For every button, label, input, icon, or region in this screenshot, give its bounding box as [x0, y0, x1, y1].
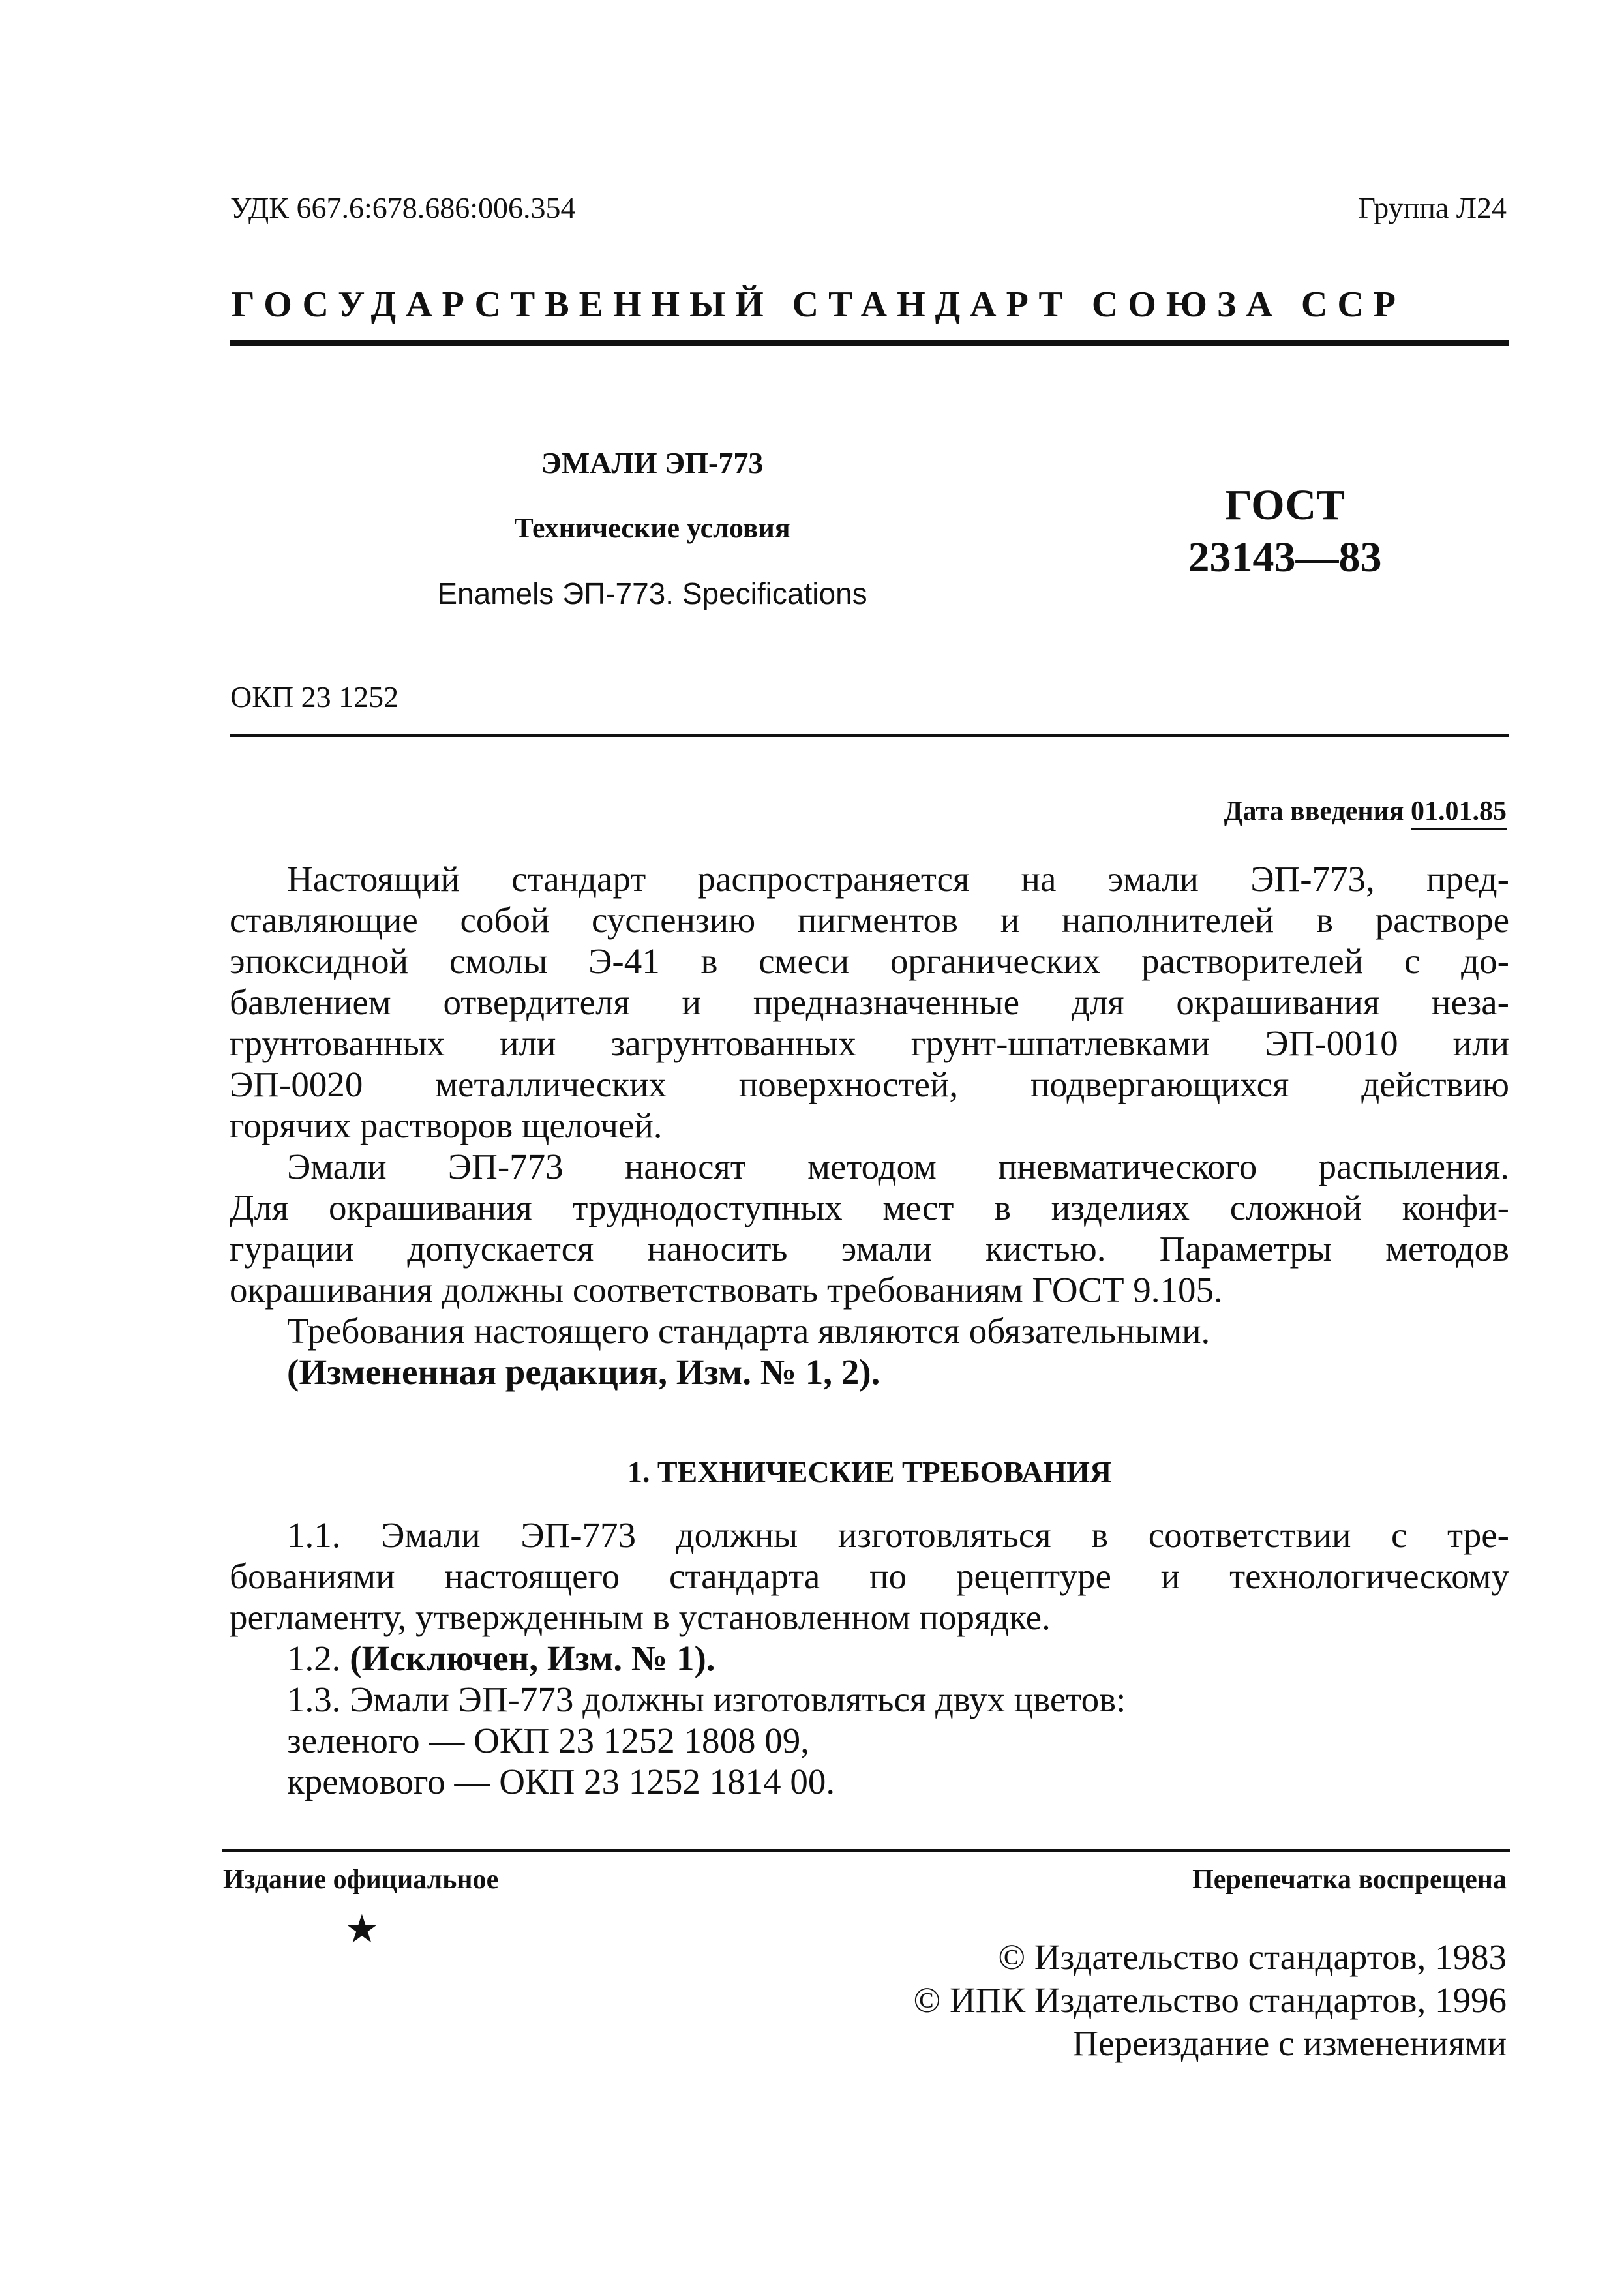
- intro-line: ставляющие собой суспензию пигментов и наполнителей в растворе: [230, 900, 1509, 940]
- intro-line: окрашивания должны соответствовать требованиям ГОСТ 9.105.: [230, 1270, 1223, 1310]
- clause-line: бованиями настоящего стандарта по рецептуре и технологическому: [230, 1556, 1509, 1596]
- clause-line: 1.3. Эмали ЭП-773 должны изготовляться двух цветов:: [287, 1679, 1126, 1719]
- intro-text: [230, 858, 1509, 1392]
- reissue-line: Переиздание с изменениями: [1072, 2023, 1507, 2063]
- intro-line: Требования настоящего стандарта являются обязательными.: [287, 1311, 1210, 1351]
- intro-line: Эмали ЭП-773 наносят методом пневматического распыления.: [287, 1147, 1509, 1186]
- star-icon: ★: [344, 1908, 380, 1951]
- copyright-line: © ИПК Издательство стандартов, 1996: [913, 1980, 1507, 2020]
- gost-block: [1141, 479, 1428, 584]
- section-heading: 1. ТЕХНИЧЕСКИЕ ТРЕБОВАНИЯ: [627, 1455, 1112, 1488]
- copyright-line: © Издательство стандартов, 1983: [998, 1937, 1507, 1977]
- okp-code: ОКП 23 1252: [230, 680, 399, 714]
- official-edition-label: Издание официальное: [223, 1865, 499, 1895]
- okp-divider: [230, 734, 1509, 737]
- intro-line: эпоксидной смолы Э-41 в смеси органических растворителей с до-: [230, 941, 1509, 981]
- english-title: Enamels ЭП-773. Specifications: [437, 577, 867, 610]
- intro-line: Настоящий стандарт распространяется на эмали ЭП-773, пред-: [287, 859, 1509, 899]
- intro-line: гурации допускается наносить эмали кистью. Параметры методов: [230, 1229, 1509, 1269]
- gost-label: ГОСТ: [1224, 481, 1346, 529]
- clause-1-2-number: 1.2.: [287, 1638, 341, 1678]
- reprint-prohibited-label: Перепечатка воспрещена: [1192, 1865, 1507, 1895]
- amendment-note: (Измененная редакция, Изм. № 1, 2).: [287, 1352, 880, 1392]
- intro-date: [1224, 796, 1507, 827]
- intro-date-value: 01.01.85: [1411, 796, 1507, 830]
- clause-1-2: [230, 1638, 1509, 1679]
- intro-line: бавлением отвердителя и предназначенные для окрашивания неза-: [230, 982, 1509, 1022]
- clause-1-2-text: (Исключен, Изм. № 1).: [350, 1638, 715, 1678]
- clause-line: 1.1. Эмали ЭП-773 должны изготовляться в соответствии с тре-: [287, 1515, 1509, 1555]
- title-block: [326, 444, 978, 613]
- intro-line: горячих растворов щелочей.: [230, 1106, 663, 1145]
- gost-number: 23143—83: [1188, 534, 1382, 581]
- state-standard-heading: ГОСУДАРСТВЕННЫЙ СТАНДАРТ СОЮЗА ССР: [232, 284, 1406, 325]
- document-subtitle: Технические условия: [514, 512, 790, 544]
- color-green: зеленого — ОКП 23 1252 1808 09,: [287, 1721, 809, 1760]
- intro-line: Для окрашивания труднодоступных мест в изделиях сложной конфи-: [230, 1188, 1509, 1227]
- group-code: Группа Л24: [1358, 191, 1507, 224]
- intro-line: ЭП-0020 металлических поверхностей, подвергающихся действию: [230, 1064, 1509, 1104]
- publisher-block: [913, 1936, 1507, 2065]
- document-title: ЭМАЛИ ЭП-773: [541, 446, 764, 479]
- intro-line: грунтованных или загрунтованных грунт-шпатлевками ЭП-0010 или: [230, 1023, 1509, 1063]
- color-cream: кремового — ОКП 23 1252 1814 00.: [287, 1762, 835, 1801]
- section-text: [230, 1514, 1509, 1802]
- intro-date-label: Дата введения: [1224, 796, 1404, 826]
- clause-line: регламенту, утвержденным в установленном порядке.: [230, 1597, 1051, 1637]
- footer-divider: [222, 1849, 1510, 1852]
- header-divider: [230, 340, 1509, 346]
- udk-code: УДК 667.6:678.686:006.354: [230, 191, 576, 224]
